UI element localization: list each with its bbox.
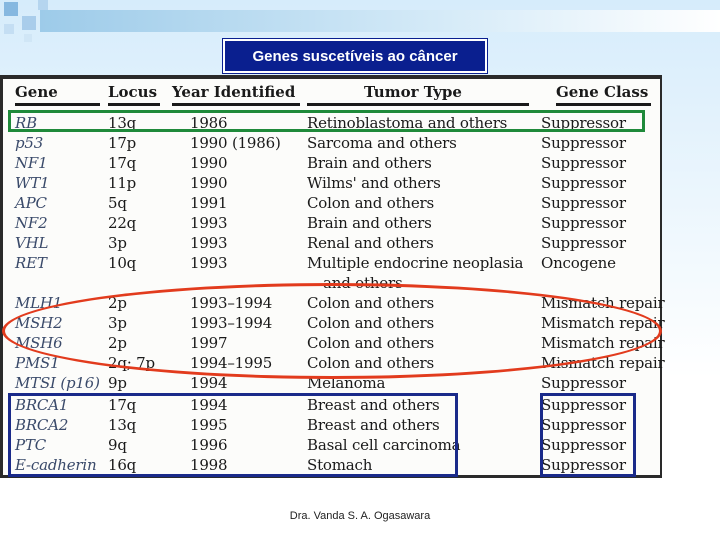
table-row [0,194,660,214]
cell-gene: APC [15,194,47,212]
decor-square [22,16,36,30]
cell-gene: PMS1 [15,354,60,372]
cell-year: 1993–1994 [190,314,273,332]
cell-tumor: Brain and others [307,154,432,172]
footer-author: Dra. Vanda S. A. Ogasawara [289,510,431,522]
cell-class: Suppressor [541,154,626,172]
cell-gene: VHL [15,234,49,252]
header-decor-bar [40,10,720,32]
cell-tumor: Multiple endocrine neoplasia [307,254,524,272]
highlight-suppressor-class [540,393,636,477]
cell-year: 1994 [190,374,228,392]
cell-tumor: Stomach [307,456,373,474]
cell-class: Suppressor [541,436,626,454]
cell-year: 1998 [190,456,228,474]
cell-gene: PTC [15,436,46,454]
cell-gene: MTSI (p16) [15,374,100,392]
cell-class: Suppressor [541,456,626,474]
highlight-rb-row [8,110,645,132]
header-tumor-type: Tumor Type [364,83,462,101]
cell-year: 1990 [190,174,228,192]
header-year: Year Identified [172,83,300,106]
cell-locus: 2p [108,294,127,312]
cell-class: Suppressor [541,194,626,212]
cell-gene: BRCA2 [15,416,69,434]
table-row [0,134,660,154]
cell-class: Oncogene [541,254,616,272]
cell-year: 1994–1995 [190,354,273,372]
cell-locus: 3p [108,234,127,252]
decor-square [4,2,18,16]
table-row [0,234,660,254]
cell-year: 1993–1994 [190,294,273,312]
cell-tumor: Retinoblastoma and others [307,114,508,132]
cell-tumor: Colon and others [307,194,435,212]
cell-class: Mismatch repair [541,334,665,352]
cell-gene: BRCA1 [15,396,69,414]
cell-year: 1990 [190,154,228,172]
decor-square [38,0,48,10]
cell-year: 1997 [190,334,228,352]
header-gene: Gene [15,83,100,106]
table-row [0,174,660,194]
cell-tumor: Renal and others [307,234,434,252]
cell-gene: MSH2 [15,314,63,332]
cell-locus: 10q [108,254,137,272]
cell-gene: NF2 [15,214,48,232]
cell-class: Mismatch repair [541,314,665,332]
cell-locus: 2p [108,334,127,352]
cell-tumor: Sarcoma and others [307,134,457,152]
cell-gene: NF1 [15,154,48,172]
cell-year: 1986 [190,114,228,132]
slide-title: Genes suscetíveis ao câncer [223,39,487,73]
cell-tumor: Brain and others [307,214,432,232]
cell-gene: MSH6 [15,334,63,352]
cell-class: Mismatch repair [541,354,665,372]
cell-year: 1993 [190,214,228,232]
decor-square [4,24,14,34]
cell-class: Suppressor [541,214,626,232]
cell-tumor: Colon and others [307,294,435,312]
cell-class: Suppressor [541,234,626,252]
cell-class: Mismatch repair [541,294,665,312]
cell-year: 1994 [190,396,228,414]
cell-year: 1993 [190,254,228,272]
cell-tumor: Melanoma [307,374,386,392]
cell-locus: 13q [108,416,137,434]
header-locus: Locus [108,83,160,106]
cell-year: 1991 [190,194,228,212]
cell-gene: MLH1 [15,294,63,312]
cell-gene: RB [15,114,37,132]
cell-gene: E-cadherin [15,456,97,474]
highlight-mismatch-repair-ellipse [2,283,665,379]
cell-locus: 9p [108,374,127,392]
cell-gene: RET [15,254,47,272]
cell-tumor: Breast and others [307,396,440,414]
header-gene-class: Gene Class [556,83,651,106]
cell-tumor: Breast and others [307,416,440,434]
cell-class: Suppressor [541,174,626,192]
cell-locus: 22q [108,214,137,232]
table-row [0,214,660,234]
cell-year: 1995 [190,416,228,434]
cell-class: Suppressor [541,416,626,434]
cell-year: 1990 (1986) [190,134,281,152]
table-row [0,154,660,174]
cell-locus: 17q [108,154,137,172]
cell-tumor: Colon and others [307,334,435,352]
cell-locus: 17p [108,134,137,152]
table-row [0,254,660,274]
cell-locus: 9q [108,436,127,454]
cell-tumor: Colon and others [307,314,435,332]
cell-tumor: Wilms' and others [307,174,441,192]
cell-locus: 2q; 7p [108,354,155,372]
cell-locus: 11p [108,174,137,192]
cell-class: Suppressor [541,114,626,132]
cell-gene: WT1 [15,174,50,192]
cell-locus: 13q [108,114,137,132]
cell-tumor: and others [323,274,403,292]
decor-square [24,34,32,42]
cell-year: 1996 [190,436,228,454]
cell-tumor: Colon and others [307,354,435,372]
cell-locus: 3p [108,314,127,332]
cell-locus: 17q [108,396,137,414]
header-rule [307,103,529,106]
highlight-breast-basal-stomach [8,393,461,477]
cell-tumor: Basal cell carcinoma [307,436,461,454]
cell-locus: 16q [108,456,137,474]
cell-class: Suppressor [541,374,626,392]
cell-class: Suppressor [541,134,626,152]
cell-locus: 5q [108,194,127,212]
cell-year: 1993 [190,234,228,252]
cell-gene: p53 [15,134,44,152]
cell-class: Suppressor [541,396,626,414]
